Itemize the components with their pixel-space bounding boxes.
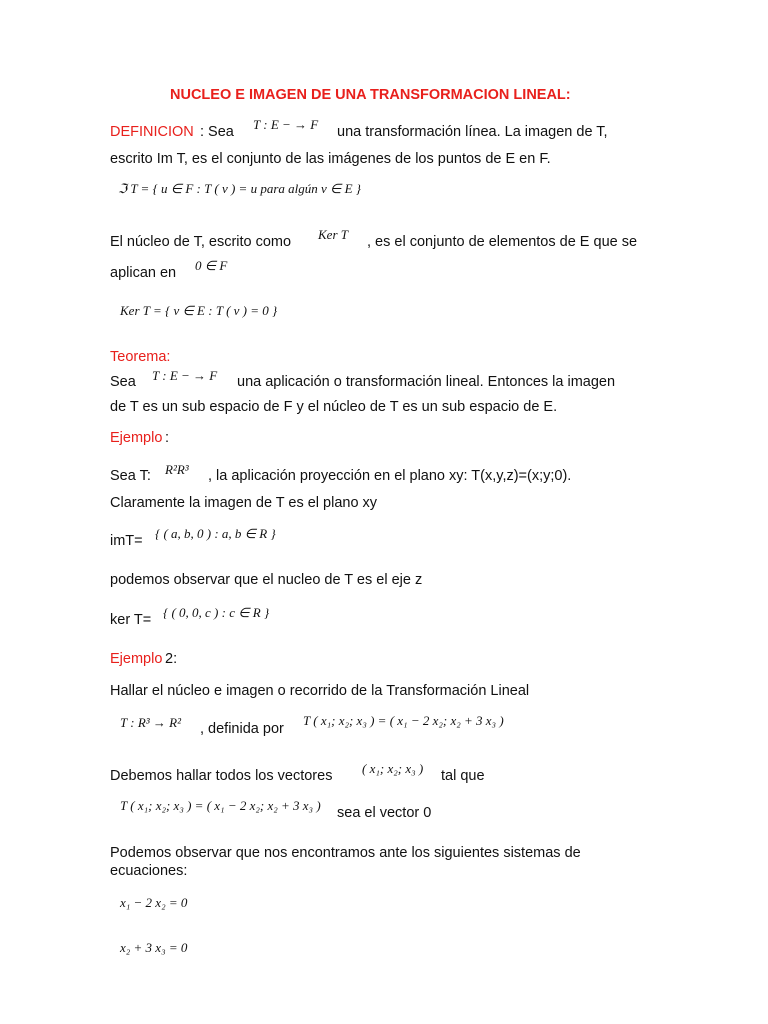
- definicion-text-2: escrito Im T, es el conjunto de las imágenes de los puntos de E en F.: [110, 151, 551, 167]
- ejemplo1-text-2: Claramente la imagen de T es el plano xy: [110, 495, 378, 511]
- kernel-text-3: aplican en: [110, 265, 177, 281]
- ejemplo1-kerT: ker T=: [110, 612, 152, 628]
- teorema-formula: T : E − → F: [152, 368, 218, 383]
- kernel-formula: Ker T = { v ∈ E : T ( v ) = 0 }: [120, 303, 278, 318]
- definicion-text-1: una transformación línea. La imagen de T,: [337, 124, 608, 140]
- ejemplo1-ker-formula: { ( 0, 0, c ) : c ∈ R }: [163, 605, 270, 620]
- ejemplo1-colon: :: [165, 430, 170, 446]
- ejemplo2-vec-formula: ( x₁; x₂; x₃ ): [362, 761, 424, 776]
- ejemplo1-label: Ejemplo: [110, 430, 163, 446]
- kernel-zero-formula: 0 ∈ F: [195, 258, 228, 273]
- kernel-text-2: , es el conjunto de elementos de E que se: [367, 234, 638, 250]
- definicion-label: DEFINICION: [110, 124, 194, 140]
- ejemplo2-text-1: Hallar el núcleo e imagen o recorrido de la Transformación Lineal: [110, 683, 530, 699]
- ejemplo1-formula: R²R³: [165, 462, 189, 477]
- ejemplo2-label: Ejemplo: [110, 651, 163, 667]
- ejemplo1-seaT: Sea T:: [110, 468, 151, 484]
- ejemplo1-imT: imT=: [110, 533, 143, 549]
- ejemplo1-im-formula: { ( a, b, 0 ) : a, b ∈ R }: [155, 526, 276, 541]
- ejemplo2-sys-text-1: Podemos observar que nos encontramos ante los siguientes sistemas de: [110, 845, 581, 861]
- ejemplo2-def-formula-2: T ( x₁; x₂; x₃ ) = ( x₁ − 2 x₂; x₂ + 3 x₃ ): [120, 798, 321, 813]
- ejemplo2-def-formula: T ( x₁; x₂; x₃ ) = ( x₁ − 2 x₂; x₂ + 3 x₃ ): [303, 713, 504, 728]
- definicion-formula: T : E − → F: [253, 117, 319, 132]
- ejemplo2-sys-text-2: ecuaciones:: [110, 863, 188, 879]
- teorema-label: Teorema:: [110, 349, 171, 365]
- ejemplo2-number: 2:: [165, 651, 178, 667]
- teorema-text-2: de T es un sub espacio de F y el núcleo de T es un sub espacio de E.: [110, 399, 558, 415]
- ejemplo2-vec-text: Debemos hallar todos los vectores: [110, 768, 333, 784]
- kernel-symbol: Ker T: [318, 227, 348, 242]
- ejemplo2-sea-vector: sea el vector 0: [337, 805, 432, 821]
- equation-2: x₂ + 3 x₃ = 0: [120, 940, 188, 955]
- page-title: NUCLEO E IMAGEN DE UNA TRANSFORMACION LINEAL:: [170, 87, 571, 103]
- teorema-sea: Sea: [110, 374, 136, 390]
- image-formula: ℑ T = { u ∈ F : T ( v ) = u para algún v ∈ E }: [118, 181, 361, 196]
- ejemplo1-text-1: , la aplicación proyección en el plano xy: T(x,y,z)=(x;y;0).: [208, 468, 572, 484]
- kernel-text-1: El núcleo de T, escrito como: [110, 234, 292, 250]
- ejemplo2-map-formula: T : R³ → R²: [120, 715, 182, 730]
- ejemplo1-nucleo-text: podemos observar que el nucleo de T es el eje z: [110, 572, 423, 588]
- definicion-sea: : Sea: [200, 124, 234, 140]
- ejemplo2-definida: , definida por: [200, 721, 284, 737]
- teorema-text-1: una aplicación o transformación lineal. Entonces la imagen: [237, 374, 616, 390]
- ejemplo2-tal-que: tal que: [441, 768, 485, 784]
- equation-1: x₁ − 2 x₂ = 0: [120, 895, 188, 910]
